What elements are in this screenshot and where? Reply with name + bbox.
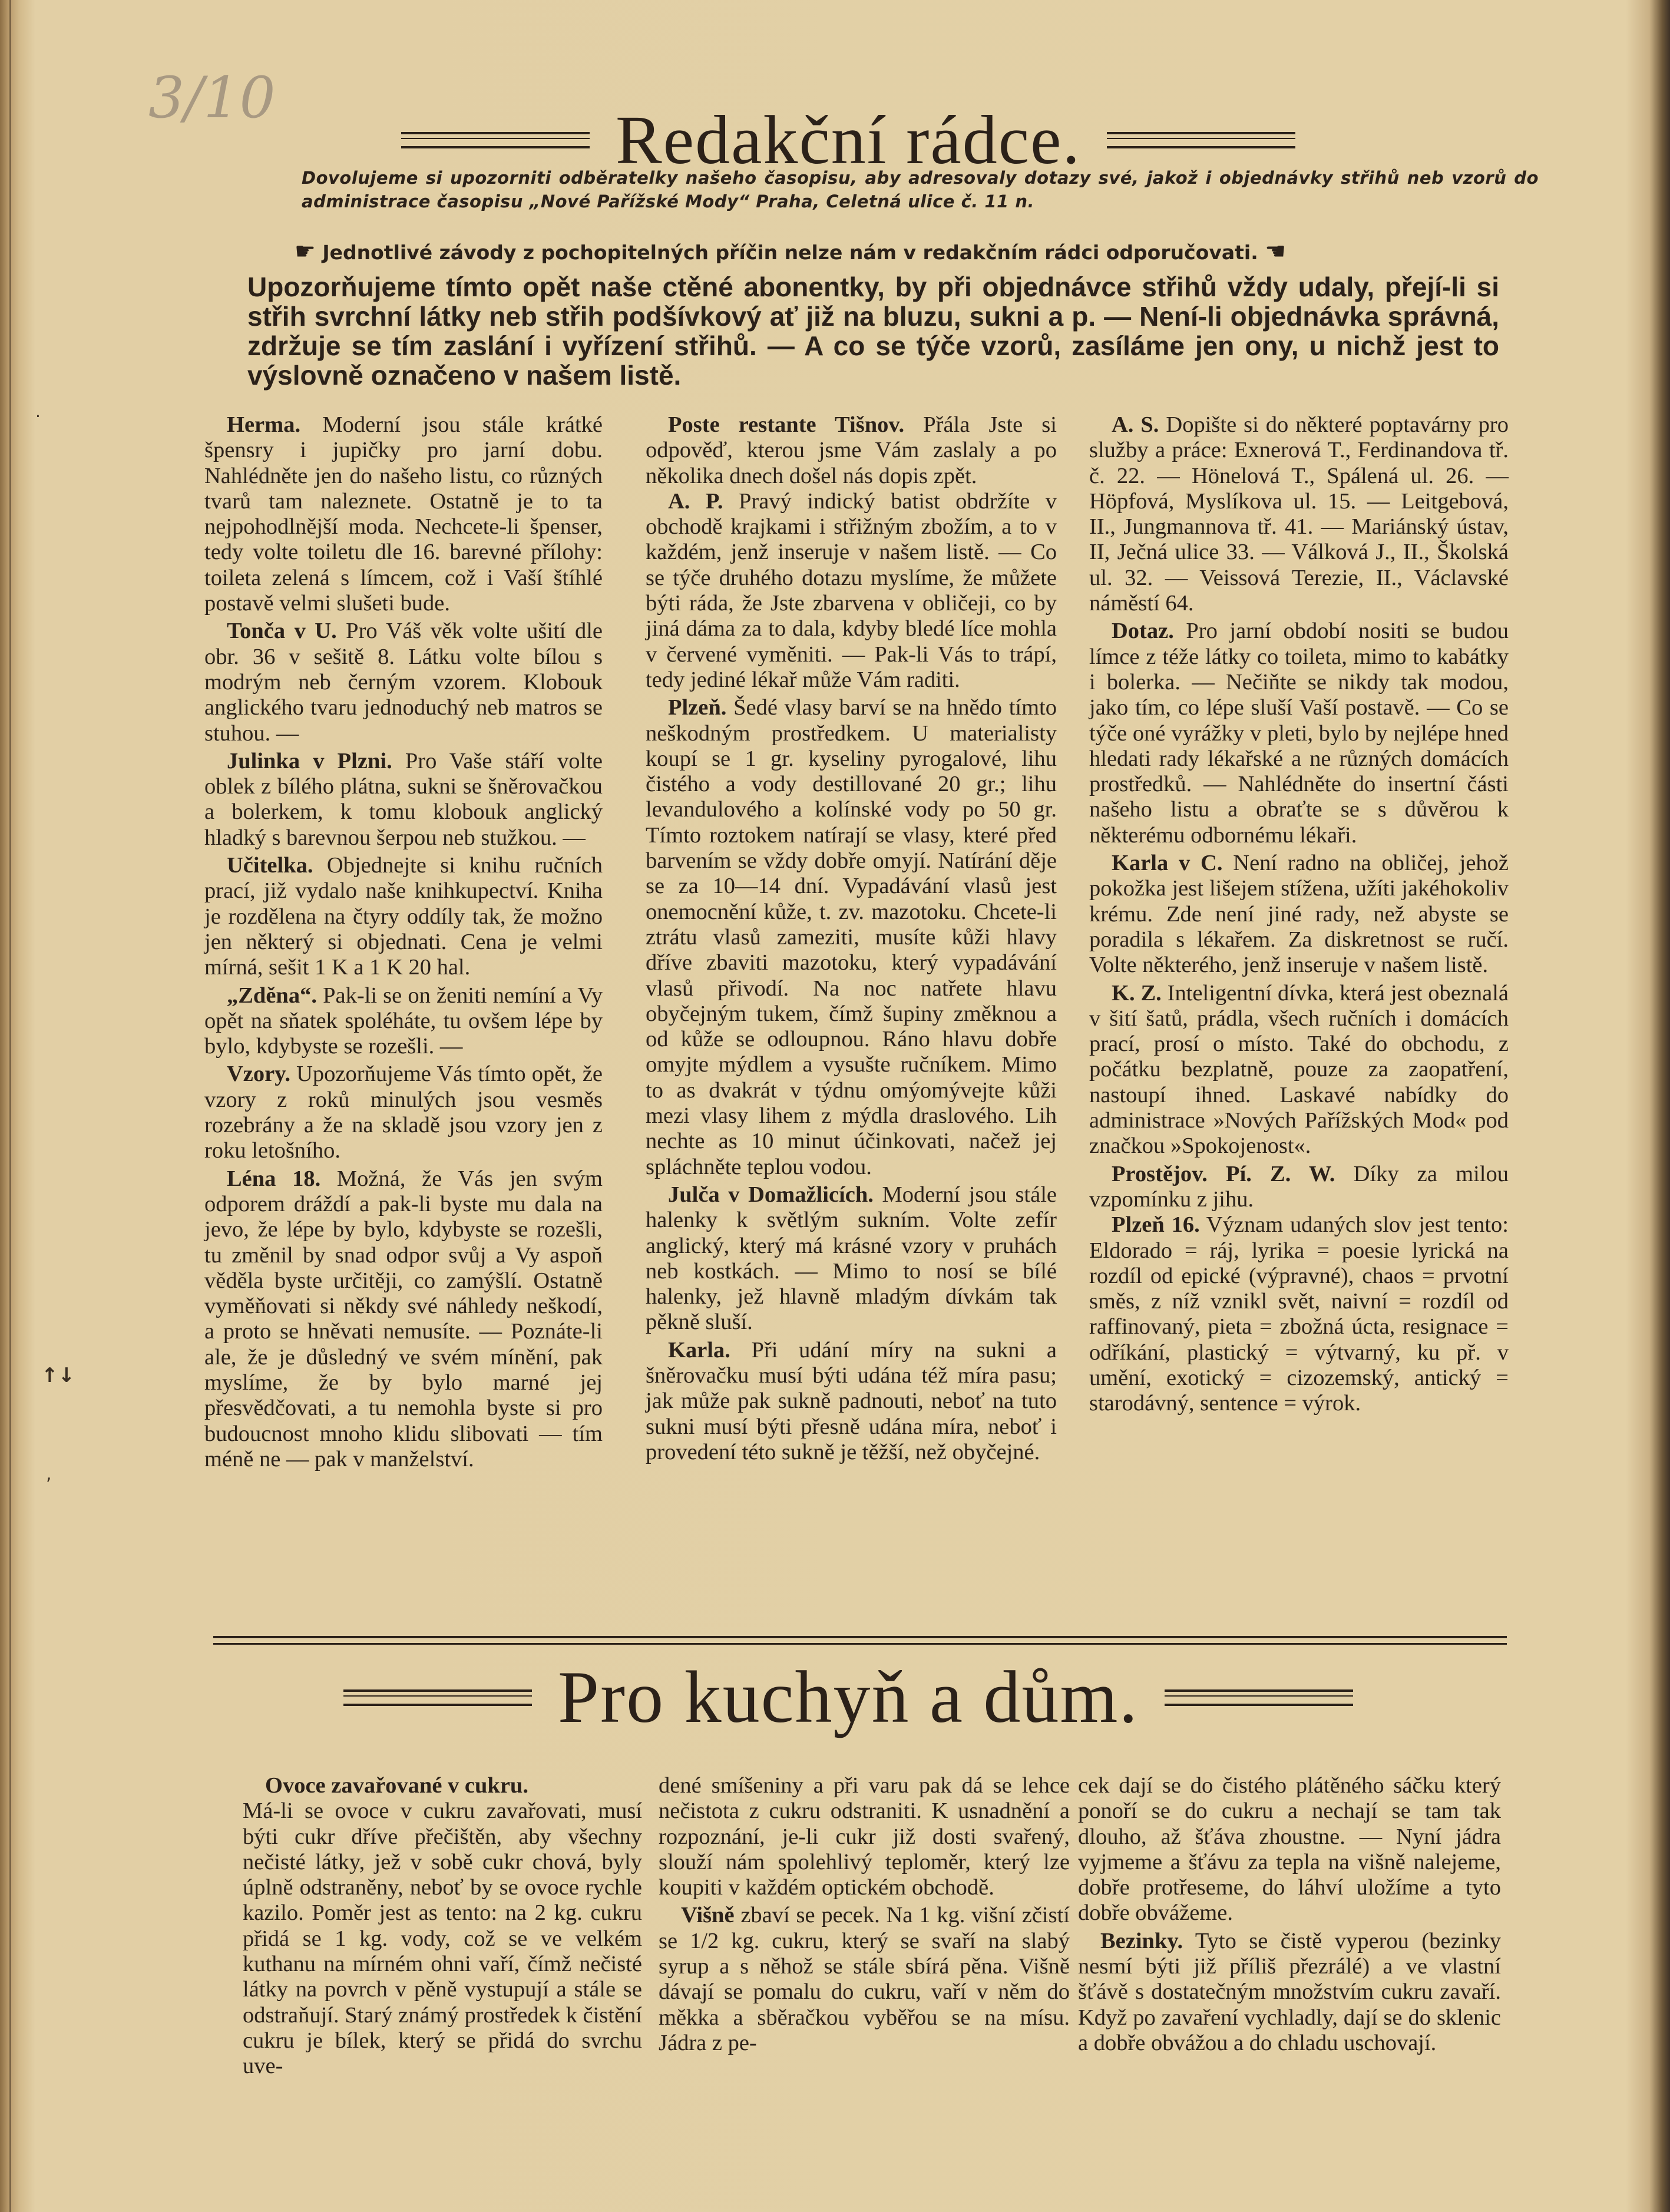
- entry-heading: Karla v C.: [1112, 851, 1223, 876]
- entry-heading: Léna 18.: [227, 1166, 321, 1191]
- entry-text: Možná, že Vás jen svým odporem dráždí a pak-li byste mu dala na jevo, že lépe by bylo, kdybyste se rozešli, tu změnil by snad odpor svůj a Vy aspoň věděla byste určitěji, co zamýšlí. Ostatně vyměňovati si někdy své náhledy neškodí, a proto se hněvati nemusíte. — Poznáte-li ale, že je důsledný ve svém mínění, pak myslíme, že by bylo marné jej přesvědčovati, a tu nemohla byste si pro budoucnost mnoho klidu slibovati — tím méně ne — pak v manželství.: [204, 1166, 603, 1472]
- entry-text: Dopište si do některé poptavárny pro služby a práce: Exnerová T., Ferdinandova tř. č. 22. — Hönelová T., Spálená ul. 26. — Höpfová, Myslíkova ul. 15. — Leitgebová, II., Jungmannova tř. 41. — Mariánský ústav, II, Ječná ulice 33. — Válková J., II., Školská ul. 32. — Veissová Terezie, II., Václavské náměstí 64.: [1089, 412, 1509, 616]
- entry-text: Moderní jsou stále krátké špensry i jupičky pro jarní dobu. Nahlédněte jen do našeho listu, co různých tvarů tam naleznete. Ostatně je to ta nejpohodlnější moda. Nechcete-li špenser, tedy volte toiletu dle 16. barevné přílohy: toileta zelená s límcem, což i Vaší štíhlé postavě velmi slušeti bude.: [204, 412, 603, 616]
- list-item: [1089, 1212, 1509, 1416]
- fraction: 1/2: [690, 1928, 719, 1953]
- list-item: [1089, 851, 1509, 978]
- recipe-text: dené smíšeniny a při varu pak dá se lehce nečistota z cukru odstraniti. K usnadnění a rozpoznání, je-li cukr již dosti svařený, slouží nám spolehlivý teploměr, který lze koupiti v každém optickém obchodě.: [659, 1773, 1070, 1900]
- margin-speck: ,: [46, 1464, 52, 1484]
- recipe-heading-line: [243, 1773, 642, 1798]
- kuchyn-column-1: [243, 1773, 642, 2079]
- redakcni-column-2: [646, 412, 1057, 1465]
- list-item: [646, 1182, 1057, 1335]
- list-item: [204, 983, 603, 1060]
- kuchyn-column-3: [1078, 1773, 1501, 2056]
- list-item: [646, 489, 1057, 693]
- heading-rule-left: [343, 1689, 532, 1706]
- entry-text: Pro jarní období nositi se budou límce z téže látky co toileta, mimo to kabátky i bolerka. — Nečiňte se nikdy tak modou, jako tím, co lépe sluší Vaší postavě. — Co se týče oné vyrážky v pleti, bylo by nejlépe hned hledati rady lékařské a ne různých domácích prostředků. — Nahlédněte do insertní části našeho listu a obraťte se s důvěrou k některému odbornému lékaři.: [1089, 619, 1509, 848]
- recipe-text: cek dají se do čistého plátěného sáčku který ponoří se do cukru a nechají se tam tak dlouho, až šťáva zhoustne. — Nyní jádra vyjmeme a šťávu za tepla na višně nalejeme, dobře protřeseme, do láhví uložíme a tyto dobře obvážeme.: [1078, 1773, 1501, 1926]
- list-item: [204, 853, 603, 980]
- list-item: [646, 695, 1057, 1180]
- entry-heading: Julča v Domažlicích.: [668, 1182, 874, 1207]
- entry-text: Inteligentní dívka, která jest obeznalá v šití šatů, prádla, všech ručních i domácích prací, prosí o místo. Také do obchodu, z počátku bezplatně, pouze za zaopatření, nastoupí ihned. Laskavé nabídky do administrace »Nových Pařížských Mod« pod značkou »Spokojenost«.: [1089, 980, 1509, 1159]
- kuchyn-column-2: [659, 1773, 1070, 2056]
- redakcni-column-1: [204, 412, 603, 1472]
- entry-heading: Dotaz.: [1112, 619, 1174, 644]
- pointer-notice: [295, 238, 1473, 265]
- recipe-text: kg. cukru, který se svaří na slabý syrup a s něhož se stále sbírá pěna. Višně dávají se pomalu do cukru, vaří v něm do měkka a sběračkou vyběřou se na mísu. Jádra z pe-: [659, 1928, 1070, 2055]
- entry-text: Pro Váš věk volte ušití dle obr. 36 v sešitě 8. Látku volte bílou s modrým neb černým vzorem. Klobouk anglického tvaru jednoduchý neb matros se stuhou. —: [204, 619, 603, 746]
- list-item: [1089, 412, 1509, 616]
- section-heading-kuchyn: [306, 1655, 1390, 1740]
- margin-speck: ↑↓: [41, 1364, 75, 1387]
- pointing-hand-icon: ☚: [1265, 238, 1287, 265]
- heading-rule-right: [1107, 132, 1295, 148]
- list-item: [1089, 1162, 1509, 1213]
- subscriber-notice: Dovolujeme si upozorniti odběratelky našeho časopisu, aby adresovaly dotazy své, jakož i objednávky střihů neb vzorů do administrace časopisu „Nové Pařížské Mody“ Praha, Celetná ulice č. 11 n.: [302, 168, 1539, 211]
- entry-text: Objednejte si knihu ručních prací, již vydalo naše knihkupectví. Kniha je rozdělena na čtyry oddíly tak, že možno jen některý si objednati. Cena je velmi mírná, sešit 1 K a 1 K 20 hal.: [204, 853, 603, 980]
- entry-text: Při udání míry na sukni a šněrovačku musí býti udána též míra pasu; jak může pak sukně padnouti, neboť na tuto sukni musí býti přesně udána míra, neboť i provedení této sukně je těžší, než obyčejné.: [646, 1337, 1057, 1464]
- entry-text: Přála Jste si odpověď, kterou jsme Vám zaslaly a po několika dnech došel nás dopis zpět.: [646, 412, 1057, 488]
- entry-heading: Vzory.: [227, 1062, 290, 1087]
- entry-text: Šedé vlasy barví se na hnědo tímto neškodným prostředkem. U materialisty koupí se 1 gr. kyseliny pyrogalové, lihu čistého a vody destillované 20 gr.; lihu levandulového a kolínské vody po 50 gr. Tímto roztokem natírají se vlasy, které před barvením se vždy dobře omyjí. Natírání děje se za 10—14 dní. Vypadávání vlasů jest onemocnění kůže, t. zv. mazotoku. Chcete-li ztrátu vlasů zameziti, musíte kůži hlavy dříve zbaviti mazotoku, který vypadávání vlasů přivodí. Na noc natřete hlavu obyčejným tukem, čímž šupiny změknou a od kůže se odloupnou. Ráno hlavu dobře omyjte mýdlem a vysušte ručníkem. Mimo to as dvakrát v týdnu omýomývejte kůži mezi vlasy lihem z mýdla draslového. Lih nechte as 10 minut účinkovati, načež jej spláchněte teplou vodou.: [646, 695, 1057, 1179]
- entry-text: Díky za milou vzpomínku z jihu.: [1089, 1161, 1509, 1212]
- entry-heading: Učitelka.: [227, 853, 313, 878]
- entry-text: Pravý indický batist obdržíte v obchodě krajkami i střižným zbožím, a to v každém, jenž inseruje v našem listě. — Co se týče druhého dotazu myslíme, že můžete býti ráda, že Jste zbarvena v obličeji, co by jiná dáma za to dala, kdyby bledé líce mohla v červené vyměniti. — Pak-li Vás to trápí, tedy jediné lékař může Vám raditi.: [646, 488, 1057, 692]
- pointer-notice-text: Jednotlivé závody z pochopitelných příčin nelze nám v redakčním rádci odporučovati.: [322, 241, 1258, 264]
- margin-speck: ·: [35, 406, 41, 426]
- entry-heading: Julinka v Plzni.: [227, 748, 392, 773]
- recipe-heading: Ovoce zavařované v cukru.: [265, 1773, 528, 1798]
- pointing-hand-icon: ☛: [295, 238, 316, 265]
- list-item: [646, 1338, 1057, 1465]
- entry-text: Není radno na obličej, jehož pokožka jest lišejem stížena, užíti jakéhokoliv krému. Zde není jiné rady, než abyste se poradila s lékařem. Za diskretnost se ručí. Volte některého, jenž inseruje v našem listě.: [1089, 851, 1509, 978]
- entry-heading: Tonča v U.: [227, 619, 337, 644]
- entry-text: Pak-li se on ženiti nemíní a Vy opět na sňatek spoléháte, tu ovšem lépe by bylo, kdybyste se rozešli. —: [204, 983, 603, 1059]
- redakcni-column-3: [1089, 412, 1509, 1417]
- list-item: [204, 619, 603, 746]
- entry-heading: Poste restante Tišnov.: [668, 412, 905, 437]
- entry-heading: A. P.: [668, 488, 723, 514]
- recipe-text: zbaví se pecek. Na 1 kg. višní zčistí se: [659, 1903, 1070, 1953]
- list-item: [204, 1166, 603, 1473]
- list-item: [646, 412, 1057, 489]
- entry-heading: Karla.: [668, 1337, 730, 1363]
- recipe-text: Tyto se čistě vyperou (bezinky nesmí býti již příliš přezrálé) a ve vlastní šťávě s dostatečným množstvím cukru zavaří. Když po zavaření vychladly, dají se do sklenic a dobře obvážou a do chladu uschovají.: [1078, 1928, 1501, 2055]
- entry-heading: Prostějov. Pí. Z. W.: [1112, 1161, 1335, 1186]
- entry-heading: Plzeň 16.: [1112, 1212, 1200, 1238]
- binding-gutter: [9, 0, 11, 2212]
- list-item: [1089, 619, 1509, 848]
- list-item: [659, 1903, 1070, 2056]
- entry-text: Význam udaných slov jest tento: Eldorado = ráj, lyrika = poesie lyrická na rozdíl od epické (výpravné), chaos = prvotní směs, z níž vznikl svět, naivní = rozdíl od raffinovaný, pieta = zbožná úcta, resignace = odříkání, plastický = výtvarný, ku př. v umění, exotický = cizozemský, antický = starodávný, sentence = výrok.: [1089, 1212, 1509, 1416]
- margin-pencil-note: 3/10: [148, 65, 276, 131]
- list-item: [1089, 981, 1509, 1159]
- entry-text: Pro Vaše stáří volte oblek z bílého plátna, sukni se šněrovačkou a bolerkem, k tomu klobouk anglický hladký s barevnou šerpou neb stužkou. —: [204, 748, 603, 850]
- list-item: [1078, 1929, 1501, 2056]
- list-item: [204, 412, 603, 616]
- entry-heading: K. Z.: [1112, 980, 1162, 1006]
- page-title: Redakční rádce.: [615, 101, 1082, 178]
- entry-heading: „Zděna“.: [227, 983, 317, 1008]
- section-title: Pro kuchyň a dům.: [558, 1656, 1139, 1738]
- announcement: Upozorňujeme tímto opět naše ctěné abonentky, by při objednávce střihů vždy udaly, přejí-li si střih svrchní látky neb střih podšívkový ať již na bluzu, sukni a p. — Není-li objednávka správná, zdržuje se tím zaslání i vyřízení střihů. — A co se týče vzorů, zasíláme jen ony, u nichž jest to výslovně označeno v našem listě.: [247, 272, 1499, 391]
- list-item: [204, 1062, 603, 1163]
- entry-heading: Plzeň.: [668, 695, 727, 720]
- recipe-heading: Višně: [681, 1903, 735, 1928]
- entry-heading: Herma.: [227, 412, 301, 437]
- list-item: [204, 749, 603, 851]
- entry-text: Moderní jsou stále halenky k světlým sukním. Volte zefír anglický, který má krásné vzory v pruhách neb kostkách. — Mimo to nosí se bílé halenky, jež hlavně mladým dívkám tak pěkně sluší.: [646, 1182, 1057, 1335]
- recipe-text: Má-li se ovoce v cukru zavařovati, musí býti cukr dříve přečištěn, aby všechny nečisté látky, jež v sobě cukr chová, byly úplně odstraněny, neboť by se ovoce rychle kazilo. Poměr jest as tento: na 2 kg. cukru přidá se 1 kg. vody, což se ve velkém kuthanu na mírném ohni vaří, čímž nečisté látky na povrch v pěně vystupují a stále se odstraňují. Starý známý prostředek k čistění cukru je bílek, který se přidá do svrchu uve-: [243, 1798, 642, 2079]
- heading-rule-right: [1165, 1689, 1353, 1706]
- section-divider: [213, 1636, 1507, 1645]
- entry-text: Upozorňujeme Vás tímto opět, že vzory z roků minulých jsou vesměs rozebrány a že na skladě jsou vzory jen z roku letošního.: [204, 1062, 603, 1163]
- entry-heading: A. S.: [1112, 412, 1159, 437]
- heading-rule-left: [401, 132, 590, 148]
- recipe-heading: Bezinky.: [1100, 1928, 1183, 1953]
